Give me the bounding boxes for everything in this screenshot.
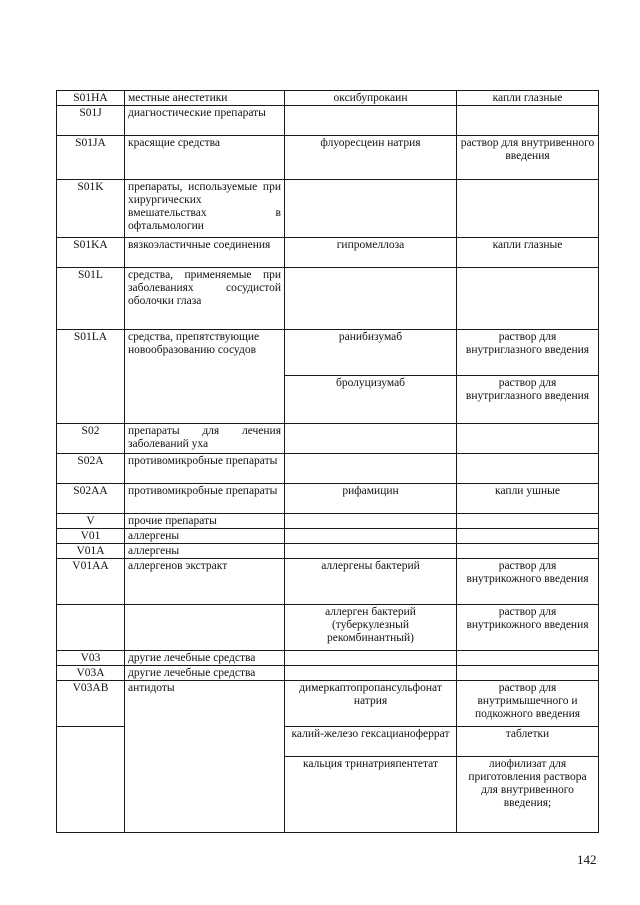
drug-name-cell: аллерген бактерий (туберкулезный рекомбинантный) (285, 605, 457, 651)
group-name-cell: вязкоэластичные соединения (125, 238, 285, 268)
drug-name-cell (285, 268, 457, 330)
group-name-cell: другие лечебные средства (125, 666, 285, 681)
group-name-cell: аллергенов экстракт (125, 559, 285, 605)
atc-code-cell: S01KA (57, 238, 125, 268)
dosage-form-cell (457, 180, 599, 238)
drug-name-cell (285, 666, 457, 681)
group-name-cell: местные анестетики (125, 91, 285, 106)
drug-name-cell (285, 514, 457, 529)
group-name-cell: препараты, используемые при хирургических вмешательствах в офтальмологии (125, 180, 285, 238)
table-row (57, 424, 599, 454)
dosage-form-cell (457, 514, 599, 529)
atc-code-cell: S01L (57, 268, 125, 330)
drug-name-cell: кальция тринатрияпентетат (285, 757, 457, 833)
atc-code-cell: V (57, 514, 125, 529)
atc-code-cell: S02AA (57, 484, 125, 514)
table-row (57, 514, 599, 529)
drug-name-cell: бролуцизумаб (285, 376, 457, 424)
group-name-cell: прочие препараты (125, 514, 285, 529)
atc-code-cell (57, 605, 125, 651)
table-row (57, 605, 599, 651)
dosage-form-cell (457, 454, 599, 484)
atc-code-cell: S02A (57, 454, 125, 484)
atc-code-cell: S01HA (57, 91, 125, 106)
table-row (57, 106, 599, 136)
atc-code-cell: S01J (57, 106, 125, 136)
atc-code-cell: V01 (57, 529, 125, 544)
group-name-cell: аллергены (125, 529, 285, 544)
drug-name-cell (285, 106, 457, 136)
table-row (57, 544, 599, 559)
atc-code-cell: V03 (57, 651, 125, 666)
group-name-cell: диагностические препараты (125, 106, 285, 136)
table-row (57, 136, 599, 180)
table-row (57, 454, 599, 484)
group-name-cell: аллергены (125, 544, 285, 559)
table-row (57, 268, 599, 330)
group-name-cell: антидоты (125, 681, 285, 833)
dosage-form-cell: раствор для внутрикожного введения (457, 559, 599, 605)
table-row (57, 330, 599, 376)
table-row (57, 559, 599, 605)
group-name-cell: другие лечебные средства (125, 651, 285, 666)
drug-name-cell (285, 544, 457, 559)
group-name-cell: противомикробные препараты (125, 454, 285, 484)
dosage-form-cell (457, 106, 599, 136)
page-number: 142 (577, 852, 597, 867)
drug-name-cell (285, 180, 457, 238)
table-row (57, 651, 599, 666)
group-name-cell: красящие средства (125, 136, 285, 180)
drug-name-cell: гипромеллоза (285, 238, 457, 268)
atc-code-cell: S01K (57, 180, 125, 238)
atc-code-cell: V03AB (57, 681, 125, 727)
atc-code-cell: S01JA (57, 136, 125, 180)
table-row (57, 238, 599, 268)
table-row (57, 666, 599, 681)
drug-name-cell: ранибизумаб (285, 330, 457, 376)
dosage-form-cell: лиофилизат для приготовления раствора для внутривенного введения; (457, 757, 599, 833)
dosage-form-cell (457, 424, 599, 454)
group-name-cell: средства, применяемые при заболеваниях сосудистой оболочки глаза (125, 268, 285, 330)
drug-name-cell: флуоресцеин натрия (285, 136, 457, 180)
group-name-cell (125, 605, 285, 651)
medication-table (56, 90, 599, 833)
dosage-form-cell: таблетки (457, 727, 599, 757)
dosage-form-cell (457, 268, 599, 330)
drug-name-cell: оксибупрокаин (285, 91, 457, 106)
dosage-form-cell: раствор для внутривенного введения (457, 136, 599, 180)
drug-name-cell (285, 424, 457, 454)
drug-name-cell: калий-железо гексацианоферрат (285, 727, 457, 757)
dosage-form-cell: раствор для внутриглазного введения (457, 330, 599, 376)
dosage-form-cell (457, 529, 599, 544)
dosage-form-cell: раствор для внутримышечного и подкожного введения (457, 681, 599, 727)
table-row (57, 484, 599, 514)
dosage-form-cell (457, 544, 599, 559)
drug-name-cell (285, 454, 457, 484)
table-row (57, 91, 599, 106)
drug-name-cell: димеркаптопропансульфонат натрия (285, 681, 457, 727)
table-row (57, 529, 599, 544)
group-name-cell: противомикробные препараты (125, 484, 285, 514)
dosage-form-cell (457, 651, 599, 666)
atc-code-cell: V01A (57, 544, 125, 559)
dosage-form-cell: раствор для внутриглазного введения (457, 376, 599, 424)
dosage-form-cell: капли глазные (457, 238, 599, 268)
table-row (57, 180, 599, 238)
dosage-form-cell (457, 666, 599, 681)
dosage-form-cell: капли ушные (457, 484, 599, 514)
dosage-form-cell: раствор для внутрикожного введения (457, 605, 599, 651)
drug-name-cell (285, 529, 457, 544)
atc-code-cell: S02 (57, 424, 125, 454)
drug-name-cell: аллергены бактерий (285, 559, 457, 605)
drug-name-cell (285, 651, 457, 666)
group-name-cell: средства, препятствующие новообразованию сосудов (125, 330, 285, 424)
table-row (57, 681, 599, 727)
dosage-form-cell: капли глазные (457, 91, 599, 106)
atc-code-cell: V03A (57, 666, 125, 681)
atc-code-cell: S01LA (57, 330, 125, 424)
atc-code-cell: V01AA (57, 559, 125, 605)
group-name-cell: препараты для лечения заболеваний уха (125, 424, 285, 454)
drug-name-cell: рифамицин (285, 484, 457, 514)
atc-code-cell (57, 727, 125, 833)
